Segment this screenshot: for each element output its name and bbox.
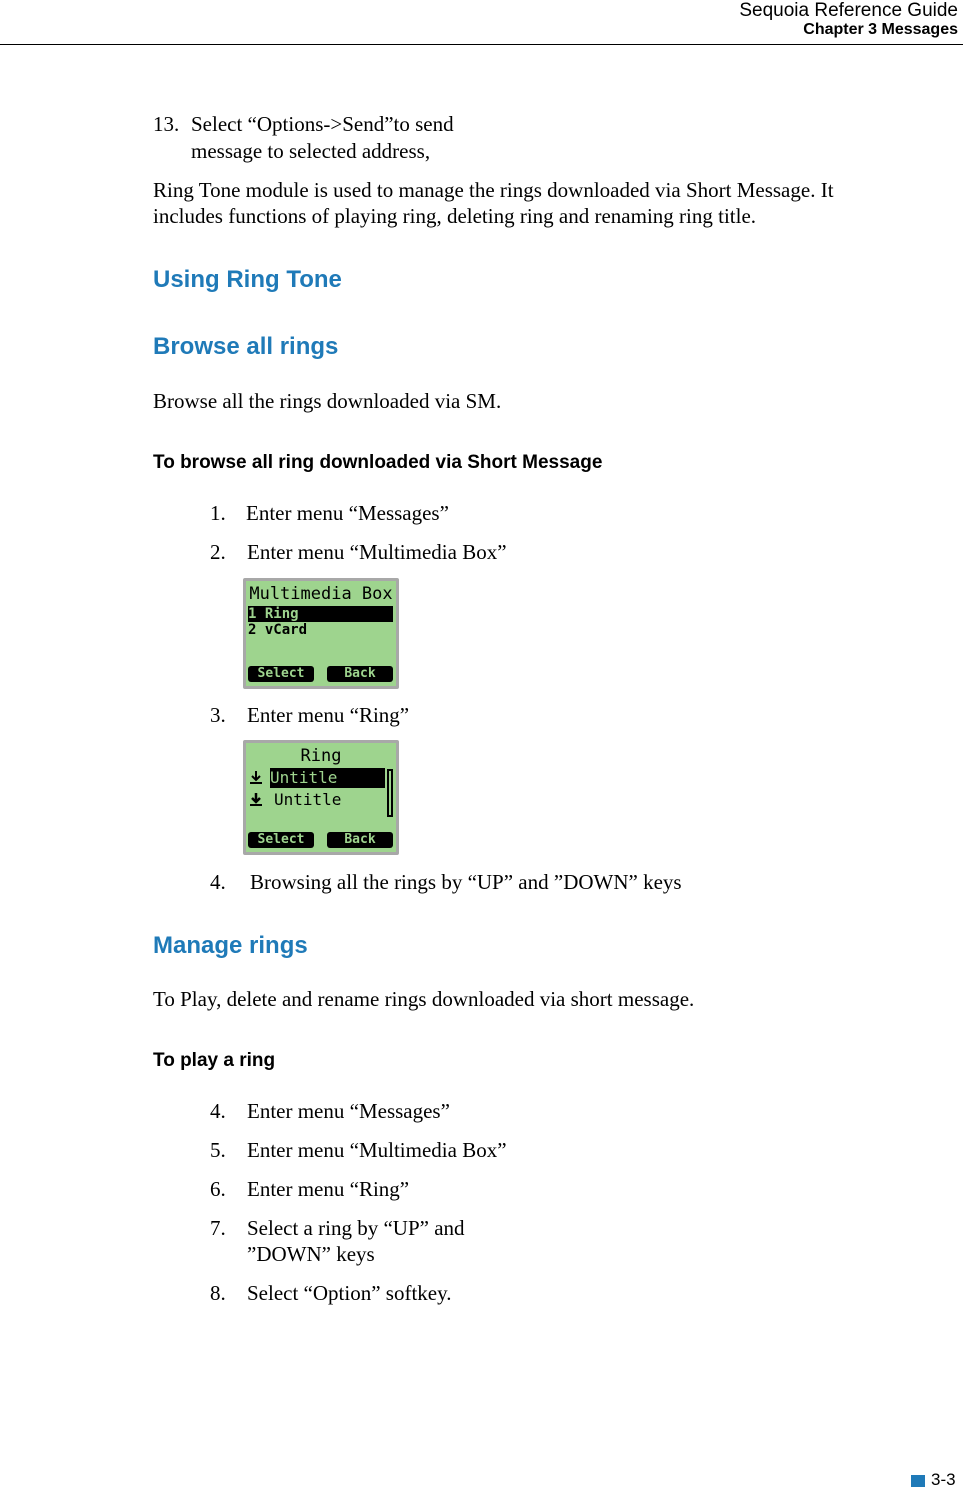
step-13-number: 13.	[153, 112, 180, 136]
intro-line2: includes functions of playing ring, deleting ring and renaming ring title.	[153, 204, 757, 228]
lcd-display	[246, 743, 396, 852]
lcd-title: Multimedia Box	[249, 584, 393, 604]
phone-screen-multimedia-box	[243, 578, 399, 689]
manage-step-7-line2: ”DOWN” keys	[247, 1242, 375, 1266]
manage-step-6-number: 6.	[210, 1177, 226, 1201]
lcd-menu-item-vcard[interactable]: 2 vCard	[248, 622, 308, 638]
manage-procedure-title: To play a ring	[153, 1050, 276, 1071]
download-icon	[249, 770, 263, 786]
softkey-select[interactable]: Select	[248, 666, 314, 682]
page-number: 3-3	[931, 1470, 956, 1489]
page-marker	[911, 1475, 925, 1487]
subsection-heading-browse: Browse all rings	[153, 333, 339, 360]
browse-description: Browse all the rings downloaded via SM.	[153, 389, 502, 413]
manage-step-4-number: 4.	[210, 1099, 226, 1123]
browse-step-1-number: 1.	[210, 501, 226, 525]
softkey-back[interactable]: Back	[327, 832, 393, 848]
browse-step-4-number: 4.	[210, 870, 226, 894]
header-rule	[0, 44, 963, 45]
intro-line1: Ring Tone module is used to manage the rings downloaded via Short Message. It	[153, 178, 834, 202]
manage-step-8-text: Select “Option” softkey.	[247, 1281, 452, 1305]
manage-description: To Play, delete and rename rings downloaded via short message.	[153, 987, 695, 1011]
phone-screen-ring	[243, 740, 399, 855]
step-13-line2: message to selected address,	[191, 139, 431, 163]
lcd-menu-item-ring[interactable]: 1 Ring	[248, 606, 393, 622]
download-icon	[249, 792, 263, 808]
ring-list-item-2[interactable]: Untitle	[274, 790, 342, 809]
browse-step-3-text: Enter menu “Ring”	[247, 703, 410, 727]
browse-step-2-text: Enter menu “Multimedia Box”	[247, 540, 507, 564]
browse-step-4-text: Browsing all the rings by “UP” and ”DOWN” keys	[250, 870, 682, 894]
header-title: Sequoia Reference Guide	[739, 0, 958, 21]
softkey-back[interactable]: Back	[327, 666, 393, 682]
section-heading-using-ring-tone: Using Ring Tone	[153, 266, 342, 293]
manage-step-4-text: Enter menu “Messages”	[247, 1099, 450, 1123]
manage-step-5-number: 5.	[210, 1138, 226, 1162]
header-chapter: Chapter 3 Messages	[803, 21, 958, 38]
browse-step-1-text: Enter menu “Messages”	[246, 501, 449, 525]
manage-step-5-text: Enter menu “Multimedia Box”	[247, 1138, 507, 1162]
lcd-display	[246, 581, 396, 686]
softkey-select[interactable]: Select	[248, 832, 314, 848]
subsection-heading-manage: Manage rings	[153, 932, 308, 959]
lcd-title: Ring	[300, 746, 342, 766]
browse-step-3-number: 3.	[210, 703, 226, 727]
browse-procedure-title: To browse all ring downloaded via Short Message	[153, 452, 603, 473]
manage-step-7-number: 7.	[210, 1216, 226, 1240]
step-13-line1: Select “Options->Send”to send	[191, 112, 454, 136]
manage-step-6-text: Enter menu “Ring”	[247, 1177, 410, 1201]
manage-step-7-line1: Select a ring by “UP” and	[247, 1216, 465, 1240]
browse-step-2-number: 2.	[210, 540, 226, 564]
ring-list-item-1[interactable]: Untitle	[270, 768, 385, 788]
scrollbar[interactable]	[387, 769, 393, 817]
manage-step-8-number: 8.	[210, 1281, 226, 1305]
